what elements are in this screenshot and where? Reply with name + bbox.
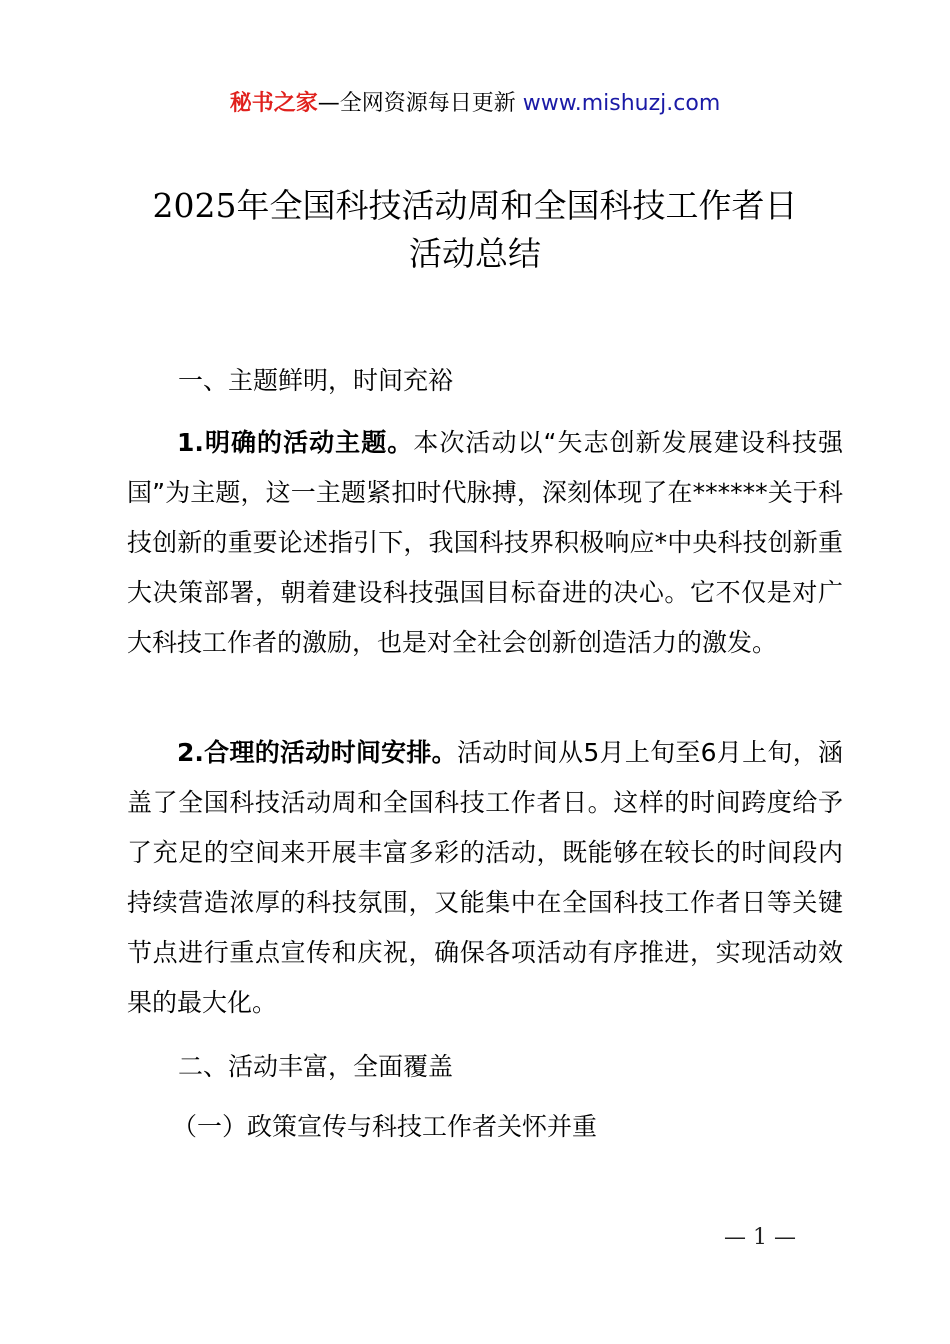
brand-tagline: —全网资源每日更新 [317, 91, 523, 116]
page-number: — 1 — [724, 1225, 796, 1250]
paragraph-2 [127, 728, 843, 1028]
subsection-1-heading: （一）政策宣传与科技工作者关怀并重 [172, 1112, 598, 1141]
site-watermark-header [0, 88, 950, 120]
section-2-heading: 二、活动丰富，全面覆盖 [178, 1052, 454, 1081]
title-line-2: 活动总结 [409, 234, 541, 273]
paragraph-1-body: 本次活动以“矢志创新发展建设科技强国”为主题，这一主题紧扣时代脉搏，深刻体现了在******关于科技创新的重要论述指引下，我国科技界积极响应*中央科技创新重大决策部署，朝着建设科技强国目标奋进的决心。它不仅是对广大科技工作者的激励，也是对全社会创新创造活力的激发。 [127, 428, 843, 657]
section-1-heading: 一、主题鲜明，时间充裕 [178, 366, 454, 395]
paragraph-2-lead: 2.合理的活动时间安排。 [177, 738, 457, 767]
document-title [0, 182, 950, 278]
site-url-link[interactable]: www.mishuzj.com [522, 91, 721, 116]
paragraph-1 [127, 418, 843, 668]
brand-name: 秘书之家 [229, 91, 318, 116]
title-line-1: 2025年全国科技活动周和全国科技工作者日 [152, 186, 798, 225]
paragraph-1-lead: 1.明确的活动主题。 [177, 428, 414, 457]
paragraph-2-body: 活动时间从5月上旬至6月上旬，涵盖了全国科技活动周和全国科技工作者日。这样的时间跨度给予了充足的空间来开展丰富多彩的活动，既能够在较长的时间段内持续营造浓厚的科技氛围，又能集中在全国科技工作者日等关键节点进行重点宣传和庆祝，确保各项活动有序推进，实现活动效果的最大化。 [127, 738, 843, 1017]
